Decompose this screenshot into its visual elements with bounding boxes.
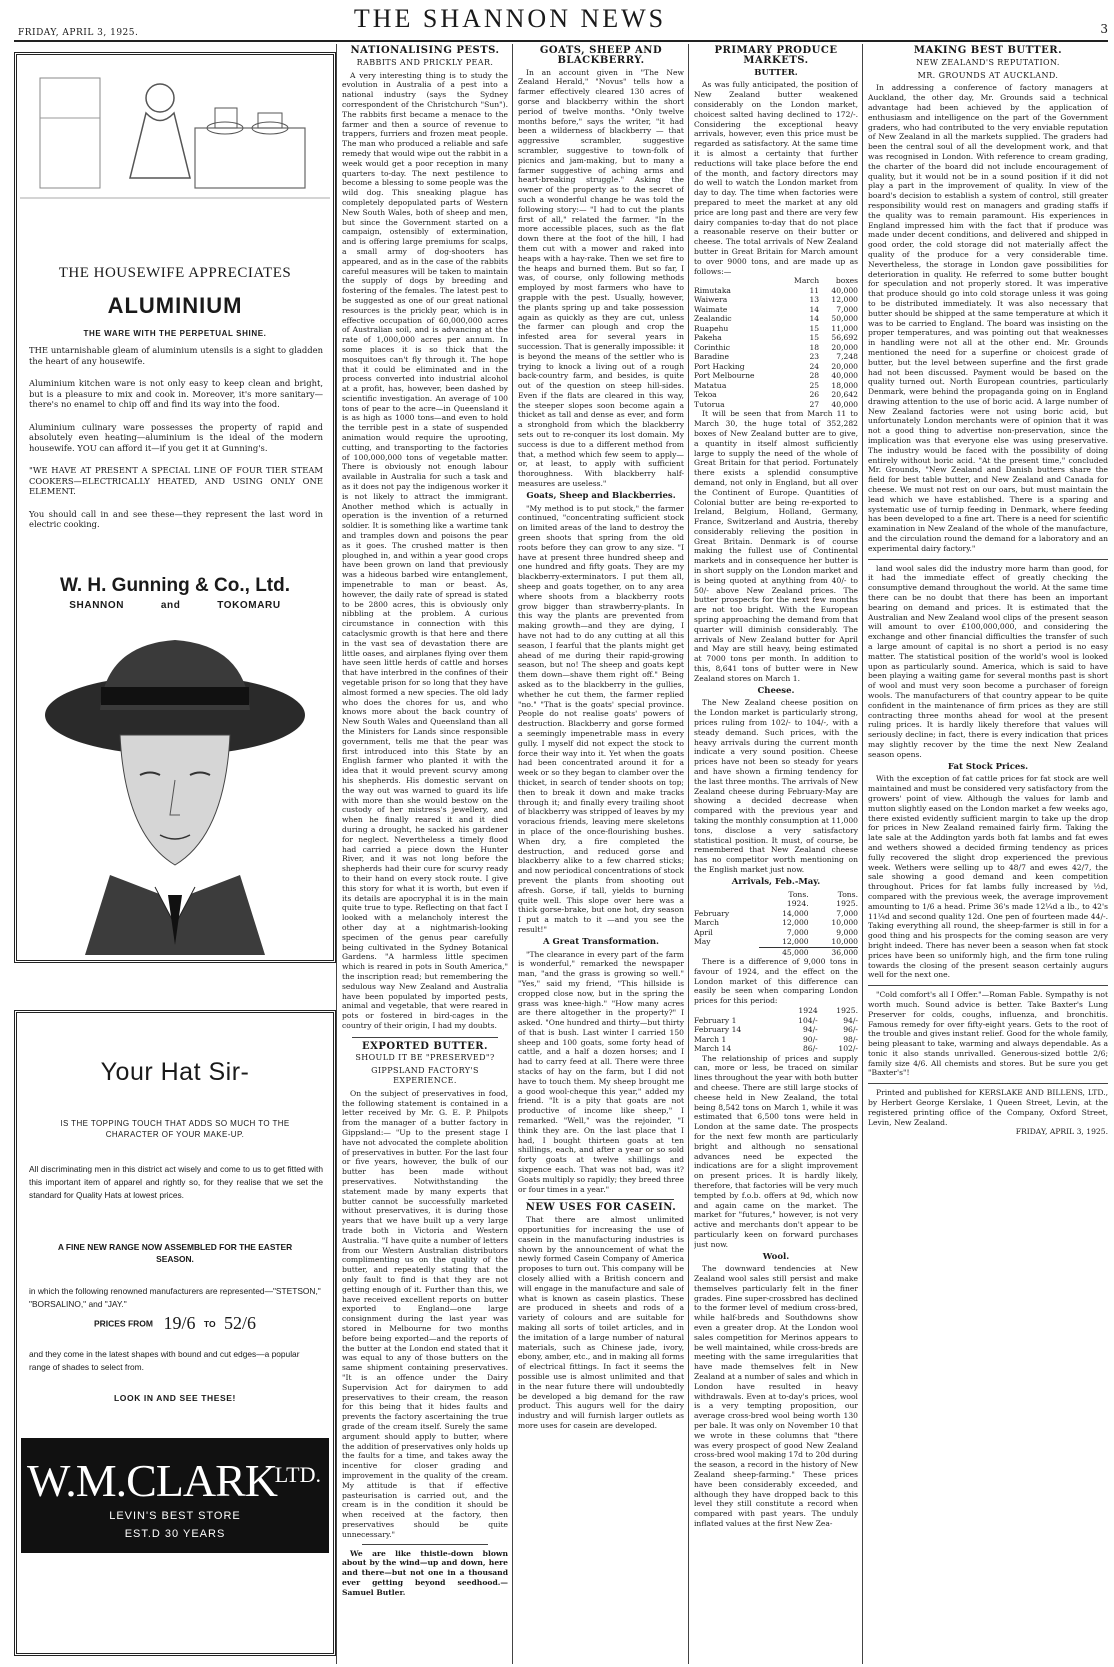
table-cell-label: Rimutaka: [694, 285, 731, 295]
column-rule: [862, 44, 863, 1664]
table-cell-value: 40,000: [831, 285, 858, 295]
hat-look-in: LOOK IN AND SEE THESE!: [114, 1393, 236, 1403]
clark-ltd: LTD.: [274, 1462, 321, 1487]
article-subheadline: SHOULD IT BE "PRESERVED"?: [355, 1053, 495, 1063]
gunning-firm-name: W. H. Gunning & Co., Ltd.: [59, 575, 291, 596]
table-cell-value: 14,000: [782, 908, 809, 918]
table-cell-label: February 14: [694, 1025, 742, 1035]
hat-price-to: TO: [203, 1318, 216, 1329]
hat-price-from: 19/6: [163, 1313, 196, 1333]
table-row: [694, 352, 858, 362]
table-cell-value: 10,000: [831, 918, 858, 928]
table-cell-label: Zealandic: [694, 314, 732, 324]
article-section-heading: Fat Stock Prices.: [947, 761, 1029, 772]
table-cell-value: 23: [809, 352, 820, 362]
table-row: [694, 1035, 858, 1045]
table-cell-value: 14: [809, 314, 820, 324]
hat-manufacturers: in which the following renowned manufacturers are represented—"STETSON," "BORSALINO," and "JAY.": [29, 1286, 321, 1309]
hat-paragraph: All discriminating men in this district act wisely and come to us to get fitted with this important item of apparel and rightly so, for they realise that we set the standard for Quality Hats at lowest prices.: [29, 1164, 323, 1200]
article-body: A very interesting thing is to study the evolution in Australia of a pest into a national industry (says the Sydney correspondent of the Christchurch "Sun"). The rabbits first became a menace to the farmer and then a source of revenue to trappers, furriers and frozen meat people. The man who produced a reliable and safe remedy that would wipe out the rabbit in a week would get a poor reception in many quarters to-day. The next pestilence to become a blessing to some people was the wild dog. This sneaking plague has completely depopulated parts of Western New South Wales, both of sheep and men, but since the Government started on a campaign, ostensibly of extermination, and is offering large premiums for scalps, a small army of dog-shooters has appeared, and as in the case of the rabbits careful measures will be taken to maintain the supply of dogs by breeding and fostering of the females. The latest pest to be suggested as one of our great national resources is the prickly pear, which is in effective occupation of 60,000,000 acres of Australian soil, and is advancing at the rate of 1,000,000 acres per annum. In some places it is so thick that the mosquitoes can't fly through it. The hope that it could be eliminated and in the process converted into industrial alcohol at a profit, has, however, been dashed by scientific investigation. An average of 100 tons of pear to the acre—in Queensland it is as high as 1000 tons—and even to hold the terrible pest in a state of suspended animation would require the uprooting, cutting, and transporting to the factories of 100,000,000 tons of vegetable matter. There is obviously not enough labour available in Australia for such a task and as it does not pay the indigenous worker it is not likely to attract the immigrant. Another method which is actually in operation is the invention of a returned soldier. It is something like a wartime tank and tramples down and poisons the pear as it goes. The crushed matter is then ploughed in, and within a year good crops have been grown on land that previously was a hideous barbed wire entanglement, impenetrable to man or beast. As, however, the daily rate of spread is stated to be 2800 acres, this is obviously only nibbling at the problem. A curious circumstance in connection with this cataclysmic growth is that here and there in the vast sea of devastation there are little oases, and airplanes flying over them have seen little herds of cattle and horses that have interbred in the confines of their vegetable prison for so long that they have almost formed a new species. The old lady who does the chores for us, and who knows more about the back country of New South Wales and Queensland than all the Ministers for Lands since responsible government, tells me that the pear was first introduced into this State by an English farmer who planted it with the idea that it would prevent scurvy among his shepherds. His domestic servant on the way out was warned to guard its life with more than she would bestow on the custody of her mistress's jewellery, and when he finally reared it and it died during a drought, he sacked his gardener for neglect. Nevertheless a timely flood had carried a piece down the Hunter River, and it was not long before the shepherds had their cure for scurvy ready to their hand on every stock route. I give this story for what it is worth, but even if its details are apocryphal it is in the main quite true to type. Reflecting on that fact I looked with a melancholy interest the other day at a nightmarish-looking specimen of the genus pear carefully being cultivated in the Sydney Botanical Gardens. "A harmless little specimen which is reared in pots in South America," the inscription read; but remembering the sedulous way New Zealand and Australia have been populated by imported pests, animal and vegetable, that were reared in pots or fostered in bird-cages in the country of their origin, I had my doubts.: [342, 70, 508, 1030]
table-row: [694, 314, 858, 324]
column-rule: [336, 44, 337, 1664]
article-body: On the subject of preservatives in food, the following statement is contained in a letter received by Mr. G. E. P. Philpots from the manager of a butter factory in Gippsland:— "Up to the present stage I have not advocated the complete abolition of preservatives in butter. For the last four or five years, however, the bulk of our butter has been made without preservatives. Notwithstanding the statement made by many experts that butter cannot be successfully marketed without preservatives, it is during those years that we have built up a very large trade both in Victoria and Western Australia. "I have quite a number of letters from our Western Australian distributors complimenting us on the quality of the butter, and repeatedly stating that the only fault to find is that they are not getting enough of it. Further than this, we have received excellent reports on butter exported to England—one large consignment during the last year was stored in Melbourne for two months before being exported—and the reports of the butter at the London end stated that it was equal to any of those butters on the same shipment containing preservatives. "It is an offence under the Dairy Supervision Act for dairymen to add preservatives to their cream, the reason for this being that it hides faults and prevents the factory ascertaining the true grade of the cream itself. Surely the same argument should apply to butter, where the addition of preservatives only holds up the faults for a time, and takes away the incentive for closer grading and improvement in the quality of the cream. My attitude is that if effective pasteurisation is carried out, and the cream is in the condition it should be when received at the factory, then preservatives should be quite unnecessary.": [342, 1088, 508, 1539]
article-body: The New Zealand cheese position on the London market is particularly strong, prices ruling from 102/- to 104/-, with a steady demand. Such prices, with the heavy arrivals during the current month indicate a very sound position. Cheese prices have not been so steady for years and have shown a firming tendency for the last three months. The arrivals of New Zealand cheese during February-May are showing a decided decrease when compared with the previous year and taking the monthly consumption at 11,000 tons, disclose a very satisfactory statistical position. It must, of course, be remembered that New Zealand cheese has no competitor worth mentioning on the English market just now.: [694, 698, 858, 874]
table-row: [694, 1025, 858, 1035]
page-number: 3: [1100, 22, 1108, 36]
table-cell-value: 104/-: [798, 1015, 818, 1025]
column-rule: [688, 44, 689, 1664]
table-cell-label: Ruapehu: [694, 323, 729, 333]
table-cell-value: 26: [809, 390, 820, 400]
table-cell-value: 98/-: [843, 1034, 858, 1044]
column-making-best-butter: [868, 44, 1108, 1662]
gunning-and: and: [160, 600, 181, 611]
table-cell-label: Pakeha: [694, 333, 722, 343]
aluminium-product: ALUMINIUM: [107, 293, 243, 318]
table-cell-value: 7,248: [836, 352, 858, 362]
article-body: It will be seen that from March 11 to March 30, the huge total of 352,282 boxes of New Zealand butter are to give, a quantity in itself almost sufficiently large to supply the need of the whole of Great Britain for that period. Fortunately there exists a splendid consumptive demand, not only in England, but all over the Continent of Europe. Quantities of Colonial butter are being re-exported to Ireland, Belgium, Holland, Germany, France, Switzerland and Austria, thereby considerably relieving the position in Great Britain. Denmark is of course making the fullest use of Continental markets and in consequence her butter is in short supply on the London market and is being quoted at anything from 40/- to 50/- above New Zealand prices. The butter prospects for the next few months are not too bright. With the European spring approaching the demand from that quarter will diminish considerably. The arrivals of New Zealand butter for April and May are still heavy, being estimated at 7000 tons per month. In addition to this, 8,641 tons of butter were in New Zealand stores on March 1.: [694, 409, 858, 683]
table-cell-value: 12,000: [831, 295, 858, 305]
article-headline: MAKING BEST BUTTER.: [913, 45, 1063, 56]
table-cell-label: Port Hacking: [694, 361, 745, 371]
table-cell-value: 24: [809, 361, 820, 371]
printer-imprint: Printed and published for KERSLAKE AND BILLENS, LTD., by Herbert George Kerslake, 1 Queen Street, Levin, at the registered printing office of the Company, Oxford Street, Levin, New Zealand.: [868, 1088, 1108, 1127]
article-body: "My method is to put stock," the farmer continued, "concentrating sufficient stock on limited areas of the land to destroy the green shoots that spring from the old roots before they can grow to any size. "I have at present three hundred sheep and one hundred and fifty goats. They are my blackberry-exterminators. I put them all, sheep and goats together, on to any area where shoots from a blackberry roots grow bigger than strawberry-plants. In this way the plants are prevented from making growth—and they are dying, I have not had to do any cutting at all this season, I fearful that the plants might get ahead of me during their rapid-growing season, but no! The sheep and goats kept them down—shave them right off." Being asked as to the blackberry in the gullies, whether he cut them, the farmer replied "no." "That is the goats' special province. People do not realise goats' powers of destruction. Blackberry and gorse formed a seemingly impenetrable mass in every gully. I myself did not expect the stock to force their way into it. Yet when the goats had been concentrated around it for a week or so they began to clamber over the thicket, in search of tender shoots on top; then to break it down and make tracks through it; and finally every trailing shoot of blackberry was stripped of leaves by my voracious friends, leaving mere skeletons in place of the once-flourishing bushes. When dry, a fire completed the destruction, and reduced gorse and blackberry alike to a few charred sticks; and now periodical concentrations of stock prevent the plants from shooting out afresh. Gorse, if tall, yields to burning quite well. This slope over here was a thick gorse-brake, but one hot, dry season I put a match to it —and you see the result!": [518, 503, 684, 934]
table-row: [694, 286, 858, 296]
masthead-date: FRIDAY, APRIL 3, 1925.: [18, 28, 139, 38]
article-subheadline: MR. GROUNDS AT AUCKLAND.: [917, 70, 1059, 80]
table-cell-value: 11: [809, 285, 820, 295]
table-title: Arrivals, Feb.-May.: [731, 876, 821, 887]
table-cell-value: 18: [809, 342, 820, 352]
table-row: [694, 343, 858, 353]
table-row: [694, 918, 858, 928]
table-cell-value: 14: [809, 304, 820, 314]
article-body: That there are almost unlimited opportunities for increasing the use of casein in the manufacturing industries is shown by the announcement of what the newly formed Casein Company of America proposes to turn out. This company will be closely allied with a British concern and will engage in the manufacture and sale of what is known as casein plastics. These are produced in sheets and rods of a variety of colours and are suitable for making all sorts of toilet articles, and in the imitation of a large number of natural materials, such as Chinese jade, ivory, ebony, amber, etc., and in making all forms of electrical fittings. In fact it seems the possible use is almost unlimited and that in the near future there will undoubtedly be developed a big demand for the raw product. This augurs well for the dairy industry and will furnish larger outlets as more uses for casein are developed.: [518, 1215, 684, 1430]
cheese-prices-table: [694, 1006, 858, 1054]
masthead-rule: [14, 40, 1108, 42]
clark-store-logo: [21, 1438, 329, 1553]
table-row: [694, 305, 858, 315]
table-cell-value: 20,000: [831, 342, 858, 352]
column-nationalising-pests: [342, 44, 508, 1662]
table-cell-label: Port Melbourne: [694, 371, 755, 381]
table-row: [694, 400, 858, 410]
table-cell-value: 7,000: [836, 908, 858, 918]
table-cell-value: 40,000: [831, 371, 858, 381]
table-row: [694, 295, 858, 305]
aluminium-headline: THE HOUSEWIFE APPRECIATES: [58, 265, 292, 281]
article-section-heading: A Great Transformation.: [542, 936, 660, 947]
table-header: boxes: [835, 276, 858, 286]
aluminium-paragraph: You should call in and see these—they represent the last word in electric cooking.: [29, 508, 323, 529]
article-headline: NATIONALISING PESTS.: [350, 45, 500, 56]
hat-price-high: 52/6: [224, 1313, 257, 1333]
article-body: land wool sales did the industry more harm than good, for it had the immediate effect of greatly checking the consumptive demand throughout the world. At the same time there can be no doubt that there has been an important bearing on demand and prices. It is estimated that the Australian and New Zealand wool clips of the present season will amount to over £100,000,000, and considering the exchange and other financial difficulties the transfer of such a large amount of capital is no short a period is no easy matter. The statistical position of the world's wool is looked upon as particularly sound. America, which is said to have been playing a waiting game for several months past is short of wool and must very soon become a purchaser of foreign wools. The manufacturers of that country appear to be quite confident in the maintenance of firm prices as they are still contracting three months ahead for wool at the present ruling prices. It is hardly likely therefore that values will seriously decline; in fact, there is every indication that prices may slightly recover by the time the next New Zealand season opens.: [868, 563, 1108, 759]
gunning-town-shannon: SHANNON: [69, 600, 125, 611]
table-header: 1925.: [836, 899, 858, 909]
table-cell-label: Waimate: [694, 304, 728, 314]
article-body: The relationship of prices and supply can, more or less, be traced on similar lines throughout the year with both butter and cheese. There are still large stocks of cheese held in New Zealand, the total being 8,542 tons on March 1, while it was estimated that 6,500 tons were held in London at the same date. The prospects for the next few month are particularly bright and although no sensational advances need be expected the indications are for a slight improvement on present prices. It is hardly likely, therefore, that factories will be very much tempted by f.o.b. offers at 9d, which now and again came on the market. The market for "futures," however, is not very active and merchants don't appear to be particularly keen on forward purchases just now.: [694, 1053, 858, 1249]
article-body: With the exception of fat cattle prices for fat stock are well maintained and must be considered very satisfactory from the growers' point of view. Although the values for lamb and mutton slightly eased on the London market a few weeks ago, there existed evidently sufficient margin to take up the drop for prices in New Zealand remained fairly firm. Taking the late sale at the Addington yards both fat lambs and fat ewes and wethers showed a decided firming tendency as prices fully recovered the slight drop experienced the previous week. Wethers were selling up to 48/7 and ewes 42/7, the sale showing a good demand and keen competition throughout. Prices for fat lambs fully increased by ½d, compared with the previous week, the average improvement amounting to 1/6 a head. Prime 36's made 12¼d a lb., to 42's 11¼d and second quality 12d. One pen of fourteen made 44/-. Taking everything all round, the sheep-farmer is still in for a good thing and his prospects for the coming season are very bright indeed. There has never been a season when fat stock prices have been so uniformly high, and the firm tone ruling towards the closing of the present season certainly augurs well for the next one.: [868, 774, 1108, 980]
column-goats-sheep-blackberry: [518, 44, 684, 1662]
table-cell-value: 15: [809, 333, 820, 343]
table-cell-label: Corinthic: [694, 342, 730, 352]
table-cell-label: March 1: [694, 1034, 727, 1044]
article-body: In an account given in "The New Zealand Herald," "Novus" tells how a farmer effectively cleared 130 acres of gorse and blackberry within the short period of twelve months. "Only twelve months before," says the writer, "it had been a wilderness of blackberry — that aggressive scrambler, suggestive scrambler, suggestive to town-folk of picnics and jam-making, but to many a farmer suggestive of aching arms and heart-breaking struggle." Asking the owner of the property as to the secret of such a wonderful change he was told the following story:— "I had to cut the plants first of all," related the farmer. "In the more accessible places, such as the flat down there at the foot of the hill, I had them cut with a mower and raked into heaps with a hay-rake. Then we set fire to the heaps and burned them. But so far, I was, of course, only following methods employed by most farmers who have to grapple with the pest. Usually, however, the plants spring up and take possession again as quickly as they are cut, unless the farmer can plough and crop the infested area for several years in succession. That is generally impossible: it is beyond the means of the settler who is trying to knock a living out of a rough back-country farm, and besides, is quite out of the question on steep hill-sides. Even if the flats are cleared in this way, the steeper slopes soon become again a thicket as tall and dense as ever, and form a stronghold from which the blackberry sets out to re-conquer its lost domain. My success is due to a different method from that, a method which few seem to apply—or, at least, to apply with sufficient thoroughness. With blackberry half-measures are useless.": [518, 67, 684, 489]
table-cell-value: 86/-: [802, 1044, 818, 1054]
table-row: [694, 937, 858, 947]
masthead: [0, 0, 1114, 38]
clark-store-sub: LEVIN'S BEST STORE: [109, 1510, 241, 1522]
table-total: 45,000: [759, 947, 808, 957]
hat-man-illustration: [25, 625, 325, 955]
table-cell-value: 20,642: [831, 390, 858, 400]
table-cell-value: 94/-: [843, 1015, 858, 1025]
imprint-date: FRIDAY, APRIL 3, 1925.: [1015, 1127, 1108, 1137]
article-body: There is a difference of 9,000 tons in favour of 1924, and the effect on the London market of this difference can easily be seen when comparing London prices for this period:: [694, 957, 858, 1006]
table-row: [694, 371, 858, 381]
table-cell-value: 40,000: [831, 399, 858, 409]
table-header: Tons.: [788, 889, 809, 899]
article-section-heading: Wool.: [762, 1251, 790, 1262]
column-rule: [512, 44, 513, 1664]
table-cell-value: 11,000: [831, 323, 858, 333]
column-primary-produce: [694, 44, 858, 1662]
article-body: In addressing a conference of factory managers at Auckland, the other day, Mr. Grounds said a technical advantage had been achieved by the application of enthusiasm and intelligence on the part of the Government graders, who had contributed to the very enviable reputation of New Zealand in all the markets supplied. The graders had been the central soul of all the development work, and that was recognised in London. With reference to cream grading, the charter of the board did not include encouragement of quality, but it would not be in a sound position if it did not play a part in the improvement of quality. In view of the board's decision to establish a system of control, still greater responsibility would rest on managers and grading staffs if the quality was to remain paramount. His experiences in England impressed him with the fact that if produce was made under decent conditions, and delivered and shipped in good order, the cold storage did not materially affect the quality of the produce for a very considerable time. Nevertheless, the storage in London gave possibilities for deterioration in quality. He referred to some butter bought for speculation and not properly stored. It was imperative that produce should go into cold storage unless it was going to be distributed immediately. It was also necessary that butter should be shipped at the same temperature at which it was to be carried to England. The board was insisting on the proper temperatures, and was pointing out that weaknesses in handling were not all at the other end. Mr. Grounds mentioned the need for a superfine or choicest grade of butter, but the level between superfine and the first grade had not been discussed. Payment would be based on the quality turned out. North European countries, particularly Denmark, were behind the propaganda going on in England drawing attention to the use of boric acid. A large number of New Zealand factories were not using boric acid, but unfortunately London merchants were of opinion that it was not a good thing to advertise non-preservation, since the implication was that everyone else was using preservative. The industry would be faced with the possibility of doing entirely without boric acid. "At the present time," concluded Mr. Grounds, "New Zealand and Danish butters share the field for best table butter, and New Zealand and Canada for cheese. We must not rest on our oars, but must maintain the lead which we have established. There is a sparing and systematic use of turnip feeding in Denmark, where feeding has been developed to a fine art. There is a need for scientific examination in New Zealand of the whole of the manufacture, and the circulation round the demand for a laboratory and an experimental dairy factory.": [868, 83, 1108, 553]
table-cell-value: 10,000: [831, 937, 858, 947]
aluminium-paragraph: THE untarnishable gleam of aluminium utensils is a sight to gladden the heart of any housewife.: [29, 345, 323, 366]
gunning-town-tokomaru: TOKOMARU: [217, 600, 281, 611]
article-subheadline: GIPPSLAND FACTORY'S EXPERIENCE.: [371, 1066, 479, 1086]
clark-established: EST.D 30 YEARS: [124, 1528, 226, 1540]
baxter-advertisement: "Cold comfort's all I Offer."—Roman Fable. Sympathy is not worth much. Sound advice is better. Take Baxter's Lung Preserver for colds, coughs, influenza, and bronchitis. Famous remedy for over fifty-eight years. Gets to the root of the trouble and gives instant relief. Good for the whole family, being pleasant to take, warming and always dependable. As a tonic it also stands unrivalled. Generous-sized bottle 2/6; family size 4/6. All chemists and stores. But be sure you get "Baxter's"!: [868, 990, 1108, 1078]
table-row: [694, 381, 858, 391]
aluminium-tagline: THE WARE WITH THE PERPETUAL SHINE.: [83, 329, 267, 338]
hat-prices-label: PRICES FROM: [93, 1318, 153, 1329]
article-headline: PRIMARY PRODUCE MARKETS.: [714, 45, 838, 66]
article-body: The downward tendencies at New Zealand wool sales still persist and make themselves particularly felt in the finer grades. Fine super-crossbred has declined to the former level of medium cross-bred, while half-breds and Southdowns show even a greater drop. At the London wool sales competition for Merinos appears to be well maintained, while cross-breds are meeting with the same irregularities that have made themselves felt in New Zealand at a number of sales and which in London have resulted in heavy withdrawals. Even at to-day's prices, wool is a very tempting proposition, our average cross-bred wool being worth 130 per bale. It was only on November 10 that we wrote in these columns that "there was every prospect of good New Zealand cross-bred wool making 17d to 20d during the season, a record in the history of New Zealand sheep-farming." These prices have been considerably exceeded, and although they have dropped back to this level they still constitute a record when compared with past years. The unduly inflated values at the first New Zea-: [694, 1264, 858, 1529]
table-cell-value: 90/-: [802, 1034, 818, 1044]
table-row: [694, 324, 858, 334]
article-section-heading: Cheese.: [757, 685, 795, 696]
table-header: Tons.: [837, 889, 858, 899]
article-headline: GOATS, SHEEP AND BLACKBERRY.: [539, 45, 663, 66]
table-cell-label: February: [694, 908, 730, 918]
table-cell-label: May: [694, 937, 711, 947]
table-cell-label: Tekoa: [694, 390, 717, 400]
table-cell-label: Waiwera: [694, 295, 728, 305]
table-row: [694, 928, 858, 938]
article-headline: NEW USES FOR CASEIN.: [525, 1202, 677, 1214]
table-cell-value: 18,000: [831, 380, 858, 390]
housewife-illustration: [20, 58, 330, 223]
table-cell-label: March: [694, 918, 720, 928]
article-section-heading: BUTTER.: [754, 67, 798, 78]
table-cell-value: 28: [809, 371, 820, 381]
table-cell-label: March 14: [694, 1044, 732, 1054]
table-cell-label: Baradine: [694, 352, 729, 362]
table-cell-value: 9,000: [836, 927, 858, 937]
table-cell-label: February 1: [694, 1015, 737, 1025]
table-cell-label: April: [694, 927, 713, 937]
table-row: [694, 909, 858, 919]
table-header: 1925.: [836, 1006, 858, 1016]
hat-range-heading: A FINE NEW RANGE NOW ASSEMBLED FOR THE EASTER SEASON.: [57, 1242, 293, 1264]
aluminium-paragraph: Aluminium kitchen ware is not only easy to keep clean and bright, but is a pleasure to mix and cook in. Moreover, it's more sanitary—there's no enamel to chip off and find its way into the food.: [29, 378, 323, 409]
table-row: [694, 1016, 858, 1026]
table-row: [694, 333, 858, 343]
butter-shipments-table: [694, 276, 858, 409]
table-cell-value: 12,000: [782, 918, 809, 928]
table-cell-label: Matatua: [694, 380, 727, 390]
article-headline: EXPORTED BUTTER.: [361, 1040, 489, 1052]
cheese-arrivals-table: [694, 890, 858, 958]
table-cell-value: 94/-: [802, 1025, 818, 1035]
article-subheadline: RABBITS AND PRICKLY PEAR.: [356, 57, 494, 67]
table-header: March: [794, 276, 820, 286]
newspaper-title: THE SHANNON NEWS: [353, 4, 667, 33]
table-cell-value: 12,000: [782, 937, 809, 947]
aluminium-paragraph: Aluminium culinary ware possesses the property of rapid and absolutely even heating—aluminium is the ideal of the modern housewife. YOU can afford it—if you get it at Gunning's.: [29, 421, 323, 453]
table-cell-value: 27: [809, 399, 820, 409]
article-subheadline: NEW ZEALAND'S REPUTATION.: [916, 57, 1060, 67]
table-cell-value: 15: [809, 323, 820, 333]
table-row: [694, 362, 858, 372]
table-cell-value: 7,000: [786, 927, 809, 937]
hat-shapes-paragraph: and they come in the latest shapes with bound and cut edges—a popular range of shades to select from.: [29, 1349, 300, 1372]
table-cell-value: 25: [809, 380, 820, 390]
table-cell-value: 96/-: [843, 1025, 858, 1035]
table-row: [694, 390, 858, 400]
table-header: 1924: [798, 1006, 818, 1016]
table-row: [694, 1044, 858, 1054]
table-cell-value: 20,000: [831, 361, 858, 371]
clark-store-name: W.M.CLARK: [27, 1455, 277, 1506]
article-section-heading: Goats, Sheep and Blackberries.: [526, 490, 676, 501]
aluminium-advertisement: [14, 52, 336, 963]
table-header: 1924.: [786, 899, 809, 909]
article-body: As was fully anticipated, the position of New Zealand butter weakened considerably on the London market, choicest salted having declined to 172/-. Considering the exceptional heavy arrivals, however, even this price must be regarded as satisfactory. At the same time it is almost a certainty that further reductions will take place before the end of the month, and factory directors may do well to watch the London market from day to day. The time when factories were prepared to meet the market at any old price are long past and there are very few dairy companies to-day that do not place a reasonable reserve on their butter or cheese. The total arrivals of New Zealand butter in Great Britain for March amount to over 9000 tons, and are made up as follows:—: [694, 80, 858, 276]
table-cell-value: 13: [809, 295, 820, 305]
table-cell-value: 102/-: [838, 1044, 858, 1054]
hat-headline: Your Hat Sir-: [100, 1058, 250, 1086]
filler-quote: We are like thistle-down blown about by the wind—up and down, here and there—but not one in a thousand ever getting beyond seedhood.—Samuel Butler.: [342, 1548, 508, 1597]
table-cell-value: 7,000: [836, 304, 858, 314]
table-cell-value: 50,000: [831, 314, 858, 324]
table-cell-label: Tutorua: [694, 399, 725, 409]
article-body: "The clearance in every part of the farm is wonderful," remarked the newspaper man, "and the grass is growing so well." "Yes," said my friend, "This hillside is cropped close now, but in the spring the grass was knee-high." "How many acres are there altogether in the property?" I asked. "One hundred and thirty—but thirty of that is bush. Last winter I carried 150 sheep and 100 goats, some forty head of cattle, and a half a dozen horses; and I had to carry feed at all. There were three stacks of hay on the farm, but I did not have to touch them. My sheep brought me a good wool-cheque this year," added my friend. "It is a pity that goats are not productive of income like sheep," I remarked. "Well," was the rejoinder, "I think they are. On the last place that I had, I bought thirteen goats at ten shillings, each, and after a year or so sold forty goats at twelve shillings and sixpence each. That was not bad, was it? Goats multiply so rapidly; they breed three or four times in a year.": [518, 949, 684, 1194]
table-total: 36,000: [809, 947, 858, 957]
hat-advertisement: [14, 1010, 336, 1656]
table-cell-value: 56,692: [831, 333, 858, 343]
aluminium-paragraph: "WE HAVE AT PRESENT A SPECIAL LINE OF FOUR TIER STEAM COOKERS—ELECTRICALLY HEATED, AND USING ONLY ONE ELEMENT.: [29, 465, 323, 496]
hat-subheadline: IS THE TOPPING TOUCH THAT ADDS SO MUCH TO THE CHARACTER OF YOUR MAKE-UP.: [60, 1119, 290, 1139]
